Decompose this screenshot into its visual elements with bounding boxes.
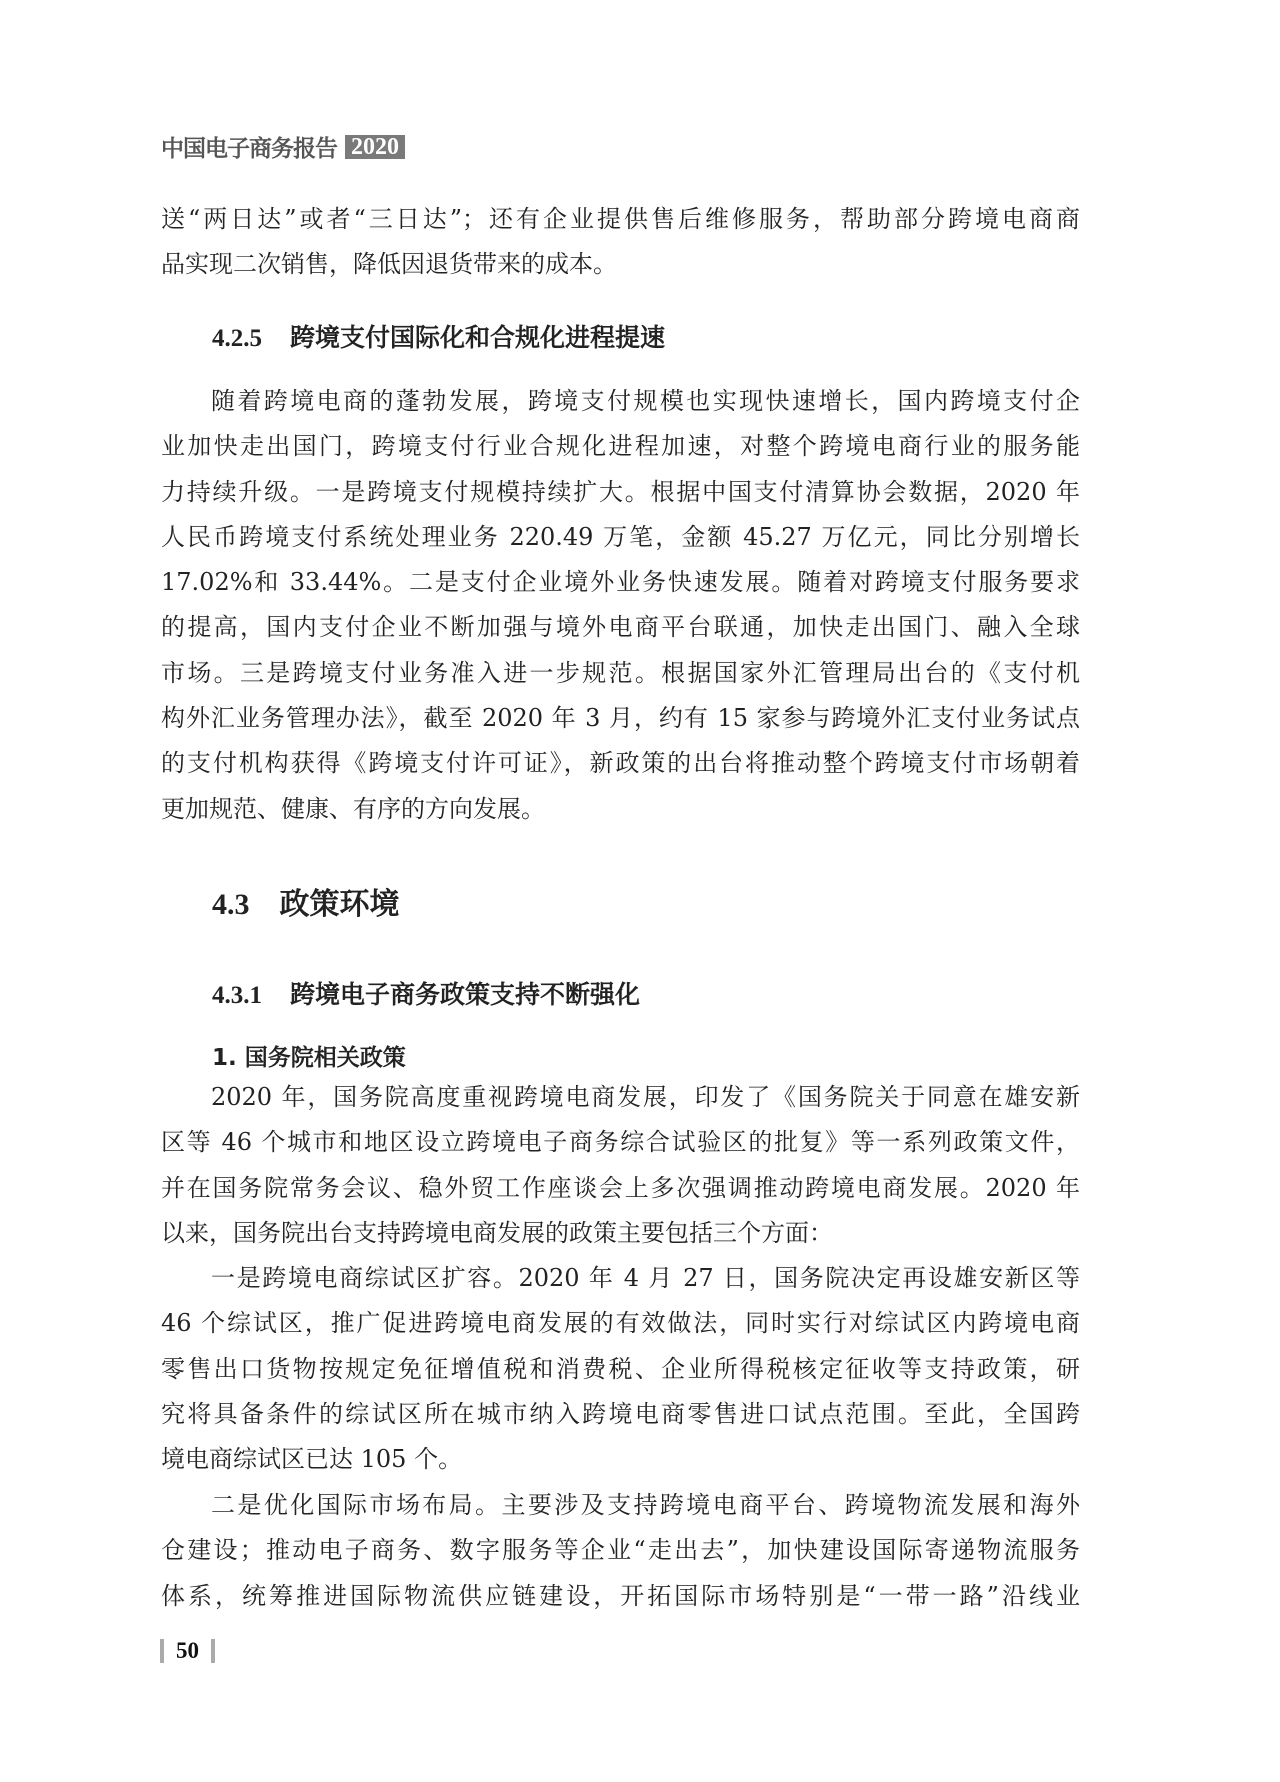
text-line: 究将具备条件的综试区所在城市纳入跨境电商零售进口试点范围。至此，全国跨	[161, 1399, 1080, 1428]
page-number-text: 50	[176, 1638, 199, 1663]
text-line: 随着跨境电商的蓬勃发展，跨境支付规模也实现快速增长，国内跨境支付企	[211, 387, 1080, 415]
running-header	[161, 130, 405, 163]
paragraph-state-council	[161, 1075, 1080, 1256]
section-number: 4.3	[212, 888, 250, 921]
header-year: 2020	[345, 135, 405, 159]
text-line: 一是跨境电商综试区扩容。2020 年 4 月 27 日，国务院决定再设雄安新区等	[211, 1264, 1080, 1292]
text-line: 力持续升级。一是跨境支付规模持续扩大。根据中国支付清算协会数据，2020 年	[161, 477, 1080, 506]
section-heading-4-3	[212, 879, 400, 923]
text-line: 更加规范、健康、有序的方向发展。	[161, 794, 545, 823]
text-line: 并在国务院常务会议、稳外贸工作座谈会上多次强调推动跨境电商发展。2020 年	[161, 1173, 1080, 1202]
section-title: 跨境电子商务政策支持不断强化	[290, 980, 641, 1009]
text-line: 的提高，国内支付企业不断加强与境外电商平台联通，加快走出国门、融入全球	[161, 613, 1080, 642]
text-line: 46 个综试区，推广促进跨境电商发展的有效做法，同时实行对综试区内跨境电商	[161, 1309, 1080, 1338]
header-title: 中国电子商务报告	[161, 136, 337, 162]
text-line: 以来，国务院出台支持跨境电商发展的政策主要包括三个方面：	[161, 1218, 833, 1247]
paragraph-cross-border-payment	[161, 379, 1080, 832]
subheading-state-council: 1. 国务院相关政策	[212, 1045, 406, 1071]
text-line: 境电商综试区已达 105 个。	[161, 1445, 463, 1474]
section-number: 4.3.1	[212, 982, 262, 1009]
page-number	[160, 1638, 215, 1664]
paragraph-market-layout	[161, 1483, 1080, 1619]
text-line: 市场。三是跨境支付业务准入进一步规范。根据国家外汇管理局出台的《支付机	[161, 658, 1080, 687]
section-title: 跨境支付国际化和合规化进程提速	[290, 323, 666, 352]
text-line: 业加快走出国门，跨境支付行业合规化进程加速，对整个跨境电商行业的服务能	[161, 432, 1080, 461]
text-line: 送“两日达”或者“三日达”；还有企业提供售后维修服务，帮助部分跨境电商商	[161, 205, 1080, 233]
section-heading-4-3-1	[212, 975, 640, 1011]
text-line: 体系，统筹推进国际物流供应链建设，开拓国际市场特别是“一带一路”沿线业	[161, 1581, 1080, 1610]
page-number-bar	[211, 1639, 215, 1663]
text-line: 17.02%和 33.44%。二是支付企业境外业务快速发展。随着对跨境支付服务要求	[161, 568, 1080, 597]
text-line: 人民币跨境支付系统处理业务 220.49 万笔，金额 45.27 万亿元，同比分别增长	[161, 522, 1080, 551]
text-line: 零售出口货物按规定免征增值税和消费税、企业所得税核定征收等支持政策，研	[161, 1354, 1080, 1383]
text-line: 二是优化国际市场布局。主要涉及支持跨境电商平台、跨境物流发展和海外	[211, 1491, 1080, 1519]
section-title: 政策环境	[279, 887, 400, 922]
section-number: 4.2.5	[212, 325, 262, 352]
text-line: 的支付机构获得《跨境支付许可证》，新政策的出台将推动整个跨境支付市场朝着	[161, 749, 1080, 778]
text-line: 品实现二次销售，降低因退货带来的成本。	[161, 250, 617, 279]
text-line: 仓建设；推动电子商务、数字服务等企业“走出去”，加快建设国际寄递物流服务	[161, 1536, 1080, 1565]
text-line: 构外汇业务管理办法》，截至 2020 年 3 月，约有 15 家参与跨境外汇支付业务试点	[161, 704, 1080, 733]
paragraph-pilot-zones	[161, 1256, 1080, 1482]
section-heading-4-2-5	[212, 318, 665, 354]
text-line: 区等 46 个城市和地区设立跨境电子商务综合试验区的批复》等一系列政策文件，	[161, 1128, 1080, 1157]
text-line: 2020 年，国务院高度重视跨境电商发展，印发了《国务院关于同意在雄安新	[211, 1083, 1080, 1111]
page-number-bar	[160, 1639, 164, 1663]
paragraph-continued	[161, 197, 1080, 288]
